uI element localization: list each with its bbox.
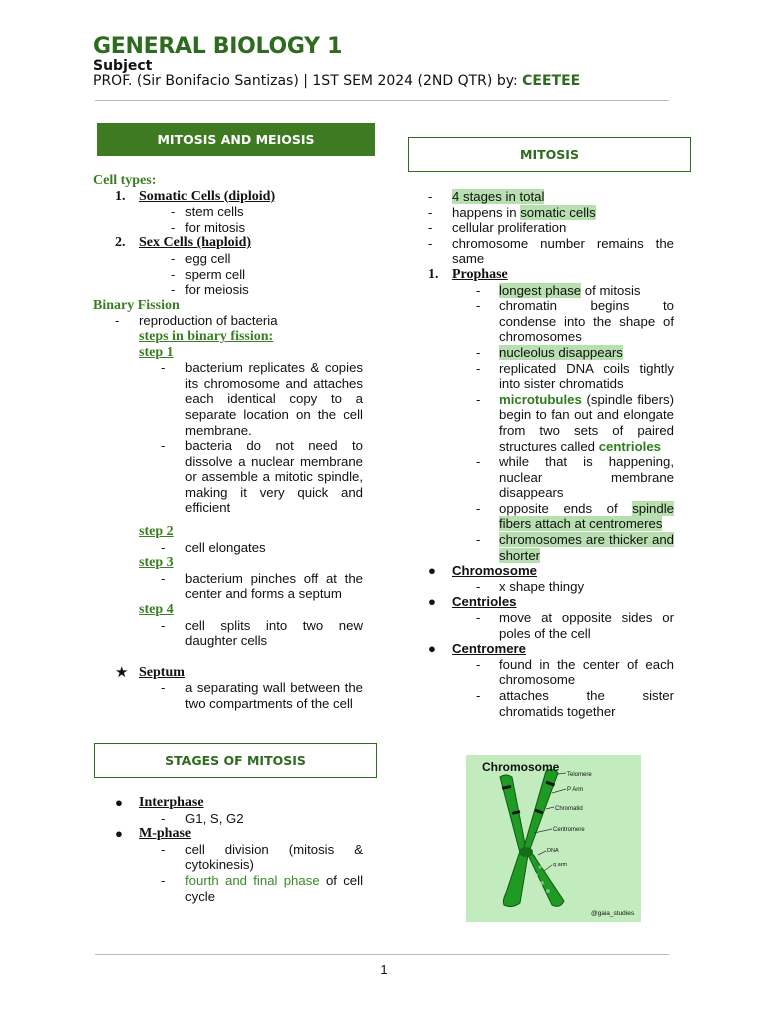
list-item: - replicated DNA coils tightly into sister chromatids xyxy=(476,360,674,392)
author-name: CEETEE xyxy=(522,73,581,89)
highlight-text: somatic cells xyxy=(520,204,596,220)
header-info xyxy=(93,73,580,89)
interphase-label: Interphase xyxy=(139,795,204,810)
list-item: - cell splits into two new daughter cells xyxy=(161,617,363,649)
diagram-label: DNA xyxy=(547,848,559,854)
list-item-text: opposite ends of xyxy=(499,500,633,516)
list-item-text: cell division (mitosis & cytokinesis) xyxy=(185,841,363,873)
right-column xyxy=(428,189,674,719)
list-item: - chromatin begins to condense into the shape of chromosomes xyxy=(476,298,674,345)
septum-item xyxy=(93,665,363,681)
list-item: - found in the center of each chromosome xyxy=(476,656,674,688)
list-item: - bacteria do not need to dissolve a nuclear membrane or assemble a mitotic spindle, making it very quick and efficient xyxy=(161,438,363,516)
list-item-text: G1, S, G2 xyxy=(185,810,244,826)
left-column xyxy=(93,173,363,712)
steps-heading: steps in binary fission: xyxy=(139,328,274,344)
star-icon: ★ xyxy=(115,663,129,681)
prophase-label: Prophase xyxy=(452,266,508,282)
highlight-text: microtubules xyxy=(499,391,582,407)
list-item-sex-cells xyxy=(93,235,363,251)
list-item-somatic xyxy=(93,189,363,205)
sex-cells-label: Sex Cells (haploid) xyxy=(139,235,252,251)
list-item: - while that is happening, nuclear membrane disappears xyxy=(476,454,674,501)
list-item-text: bacterium replicates & copies its chromosome and attaches each identical copy to a separate location on the cell membrane. xyxy=(185,360,363,438)
list-item-text: happens in xyxy=(452,204,521,220)
list-item: - bacterium replicates & copies its chromosome and attaches each identical copy to a separate location on the cell membrane. xyxy=(161,360,363,438)
highlight-text: nucleolus disappears xyxy=(499,344,623,360)
list-item-text: sperm cell xyxy=(185,266,246,282)
list-item: - stem cells xyxy=(171,204,244,220)
list-item-interphase xyxy=(93,795,363,811)
diagram-label: P Arm xyxy=(567,787,584,793)
list-number: 1. xyxy=(428,266,439,282)
list-item-text: bacterium pinches off at the center and forms a septum xyxy=(185,570,363,602)
step-1-label: step 1 xyxy=(139,344,174,360)
chromosome-heading xyxy=(428,563,674,579)
chromosome-diagram xyxy=(466,755,641,922)
list-item-text: reproduction of bacteria xyxy=(139,313,278,329)
list-item-text: for mitosis xyxy=(185,219,246,235)
list-item: - a separating wall between the two compartments of the cell xyxy=(161,680,363,711)
list-item-text-rest: of cell cycle xyxy=(185,872,363,904)
stages-list xyxy=(93,795,363,904)
list-item-text: found in the center of each chromosome xyxy=(499,656,674,688)
list-item-text: cell splits into two new daughter cells xyxy=(185,617,363,649)
list-item: - longest phase of mitosis xyxy=(476,282,641,298)
list-item-text: egg cell xyxy=(185,250,231,266)
list-item: - opposite ends of spindle fibers attach at centromeres xyxy=(476,500,674,532)
list-item-text: a separating wall between the two compartments of the cell xyxy=(185,680,363,711)
list-item: - cellular proliferation xyxy=(428,220,674,236)
list-item: - 4 stages in total xyxy=(428,189,545,204)
list-item-text: move at opposite sides or poles of the cell xyxy=(499,610,674,641)
list-item: - microtubules (spindle fibers) begin to fan out and elongate from two sets of paired structures called centrioles xyxy=(476,391,674,454)
list-item: - egg cell xyxy=(171,250,231,266)
list-item-text: bacteria do not need to dissolve a nuclear membrane or assemble a mitotic spindle, making it very quick and efficient xyxy=(185,438,363,516)
list-item: - nucleolus disappears xyxy=(476,344,623,360)
prophase-heading xyxy=(428,267,674,283)
list-item: - attaches the sister chromatids together xyxy=(476,688,674,719)
centromere-heading xyxy=(428,641,674,657)
list-item: - chromosomes are thicker and shorter xyxy=(476,532,674,563)
list-item: - cell elongates xyxy=(93,540,363,556)
step-3-label: step 3 xyxy=(139,555,174,571)
list-item-text: replicated DNA coils tightly into sister chromatids xyxy=(499,360,674,392)
centromere-label: Centromere xyxy=(452,641,527,657)
header-divider xyxy=(95,100,669,101)
section-box-stages-of-mitosis: STAGES OF MITOSIS xyxy=(94,743,377,778)
diagram-credit: @gaia_studies xyxy=(591,910,635,917)
step-2-label: step 2 xyxy=(139,524,174,540)
list-item-text: for meiosis xyxy=(185,282,249,298)
binary-fission-heading: Binary Fission xyxy=(93,297,180,313)
list-item-text: chromosome number remains the same xyxy=(452,235,674,267)
step-4-label: step 4 xyxy=(139,602,174,618)
list-item-text: attaches the sister chromatids together xyxy=(499,688,674,719)
list-item-text: x shape thingy xyxy=(499,578,585,594)
diagram-label: q arm xyxy=(553,862,568,868)
page-number: 1 xyxy=(380,962,388,977)
highlight-text: 4 stages in total xyxy=(452,189,545,204)
list-number: 2. xyxy=(115,235,126,251)
list-item: - move at opposite sides or poles of the cell xyxy=(476,610,674,641)
list-item-text: while that is happening, nuclear membrane disappears xyxy=(499,454,674,501)
list-item-text: cellular proliferation xyxy=(452,220,567,236)
list-item: - reproduction of bacteria xyxy=(115,313,278,329)
section-box-mitosis-meiosis: MITOSIS AND MEIOSIS xyxy=(97,123,375,156)
list-item-text: chromatin begins to condense into the shape of chromosomes xyxy=(499,298,674,345)
list-item-text: stem cells xyxy=(185,204,244,220)
list-item: - happens in somatic cells xyxy=(428,204,596,220)
list-item-m-phase xyxy=(93,826,363,842)
subject-label: Subject xyxy=(93,58,153,74)
list-item-text xyxy=(185,873,363,904)
m-phase-label: M-phase xyxy=(139,826,192,842)
list-item: - for mitosis xyxy=(171,219,246,235)
bullet-icon: ● xyxy=(428,563,436,579)
highlight-text: longest phase xyxy=(499,282,582,298)
chromosome-illustration xyxy=(466,755,641,922)
highlight-text: chromosomes are thicker and shorter xyxy=(499,532,674,563)
footer-divider xyxy=(95,954,669,955)
diagram-label: Chromatid xyxy=(555,806,583,812)
document-title: GENERAL BIOLOGY 1 xyxy=(93,34,343,59)
chromosome-label: Chromosome xyxy=(452,563,537,579)
list-item-text: (spindle fibers) begin to fan out and elongate from two sets of paired structures called xyxy=(499,391,674,454)
highlight-text: centrioles xyxy=(598,438,661,454)
bullet-icon: ● xyxy=(428,594,436,610)
bullet-icon: ● xyxy=(428,641,436,657)
list-item: - bacterium pinches off at the center and forms a septum xyxy=(161,570,363,602)
list-item: - x shape thingy xyxy=(428,579,674,595)
centrioles-label: Centrioles xyxy=(452,594,517,610)
list-item-text: of mitosis xyxy=(581,282,641,298)
list-item: - chromosome number remains the same xyxy=(428,235,674,267)
diagram-label: Centromere xyxy=(553,827,585,833)
list-item: - fourth and final phase of cell cycle xyxy=(161,872,363,904)
highlight-text: spindle fibers attach at centromeres xyxy=(499,500,674,532)
section-box-mitosis: MITOSIS xyxy=(408,137,691,172)
list-item: - G1, S, G2 xyxy=(93,811,363,827)
diagram-label: Telomere xyxy=(567,772,592,778)
list-number: 1. xyxy=(115,188,126,204)
diagram-title: Chromosome xyxy=(482,760,560,774)
bullet-icon: ● xyxy=(115,826,123,842)
highlight-text: fourth and final phase xyxy=(185,872,320,888)
bullet-icon: ● xyxy=(115,795,123,810)
list-item: - sperm cell xyxy=(171,266,246,282)
header-info-text: PROF. (Sir Bonifacio Santizas) | 1ST SEM 2024 (2ND QTR) by: xyxy=(93,73,523,89)
list-item: - cell division (mitosis & cytokinesis) xyxy=(161,841,363,873)
somatic-label: Somatic Cells (diploid) xyxy=(139,188,276,204)
septum-label: Septum xyxy=(139,664,185,680)
list-item: - for meiosis xyxy=(171,282,249,298)
list-item-text: cell elongates xyxy=(185,539,266,555)
cell-types-heading: Cell types: xyxy=(93,173,157,188)
centrioles-heading xyxy=(428,594,674,610)
